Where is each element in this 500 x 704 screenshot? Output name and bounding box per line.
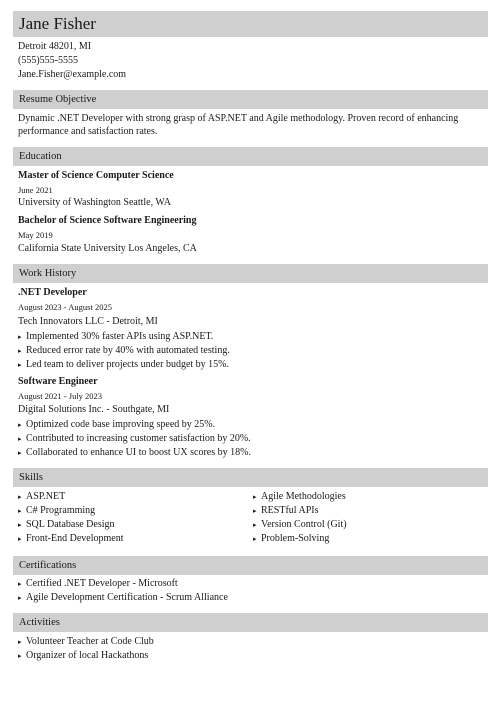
job-dates: August 2021 - July 2023: [18, 391, 103, 401]
bullet-icon: ▸: [18, 493, 22, 501]
candidate-name: Jane Fisher: [19, 14, 96, 33]
bullet-icon: ▸: [18, 507, 22, 515]
bullet-icon: ▸: [18, 652, 22, 660]
school-name: University of Washington Seattle, WA: [18, 197, 171, 208]
bullet-icon: ▸: [18, 521, 22, 529]
degree-date: May 2019: [18, 230, 53, 240]
email: Jane.Fisher@example.com: [18, 69, 127, 80]
bullet-icon: ▸: [18, 333, 22, 341]
degree-title: Bachelor of Science Software Engineering: [18, 215, 197, 226]
section-title: Skills: [19, 472, 43, 483]
job-company: Digital Solutions Inc. - Southgate, MI: [18, 404, 170, 415]
name-header: [13, 11, 488, 37]
bullet-icon: ▸: [253, 521, 257, 529]
section-title: Education: [19, 151, 62, 162]
bullet-icon: ▸: [18, 435, 22, 443]
school-name: California State University Los Angeles, CA: [18, 243, 197, 254]
job-company: Tech Innovators LLC - Detroit, MI: [18, 316, 158, 327]
section-header-certifications: [13, 556, 488, 575]
section-header-objective: [13, 90, 488, 109]
degree-title: Master of Science Computer Science: [18, 170, 174, 181]
bullet-icon: ▸: [18, 347, 22, 355]
degree-date: June 2021: [18, 185, 53, 195]
bullet-icon: ▸: [18, 580, 22, 588]
phone: (555)555-5555: [18, 55, 78, 66]
bullet-icon: ▸: [253, 535, 257, 543]
bullet-icon: ▸: [18, 535, 22, 543]
section-title: Activities: [19, 617, 60, 628]
bullet-icon: ▸: [18, 449, 22, 457]
section-title: Certifications: [19, 560, 77, 571]
section-header-activities: [13, 613, 488, 632]
address: Detroit 48201, MI: [18, 41, 92, 52]
bullet-icon: ▸: [18, 421, 22, 429]
job-dates: August 2023 - August 2025: [18, 302, 112, 312]
bullet-icon: ▸: [253, 507, 257, 515]
job-title: .NET Developer: [18, 287, 87, 298]
section-header-skills: [13, 468, 488, 487]
objective-line-2: performance and satisfaction rates.: [18, 126, 158, 137]
section-title: Work History: [19, 268, 77, 279]
bullet-icon: ▸: [18, 361, 22, 369]
section-header-work-history: [13, 264, 488, 283]
section-header-education: [13, 147, 488, 166]
bullet-icon: ▸: [18, 638, 22, 646]
bullet-icon: ▸: [253, 493, 257, 501]
job-title: Software Engineer: [18, 376, 98, 387]
objective-line-1: Dynamic .NET Developer with strong grasp of ASP.NET and Agile methodology. Proven record of enhancing: [18, 113, 459, 124]
resume-page: Jane Fisher Detroit 48201, MI (555)555-5555 Jane.Fisher@example.com Resume Objective Dynamic .NET Developer with strong grasp of ASP.NET and Agile methodology. Proven record of enhancing performance and satisfaction rates. Education Master of Science Computer Science June 2021 University of Washington Seattle, WA Bachelor of Science Software Engineering May 2019 California State University Los Angeles, CA Work History .NET Developer August 2023 - August 2025 Tech Innovators LLC - Detroit, MI ▸ Implemented 30% faster APIs using ASP.NET. ▸ Reduced error rate by 40% with automated testing. ▸ Led team to deliver projects under budget by 15%. Software Engineer August 2021 - July 2023 Digital Solutions Inc. - Southgate, MI ▸ Optimized code base improving speed by 25%. ▸ Contributed to increasing customer satisfaction by 20%. ▸ Collaborated to enhance UI to boost UX scores by 18%. Skills ▸ ASP.NET ▸ C# Programming ▸ SQL Database Design ▸ Front-End Development ▸ Agile Methodologies ▸ RESTful APIs ▸ Version Control (Git) ▸ Problem-Solving Certifications ▸ Certified .NET Developer - Microsoft ▸ Agile Development Certification - Scrum Alliance Activities ▸ Volunteer Teacher at Code Club ▸ Organizer of local Hackathons: [0, 0, 500, 704]
bullet-icon: ▸: [18, 594, 22, 602]
section-title: Resume Objective: [19, 94, 97, 105]
